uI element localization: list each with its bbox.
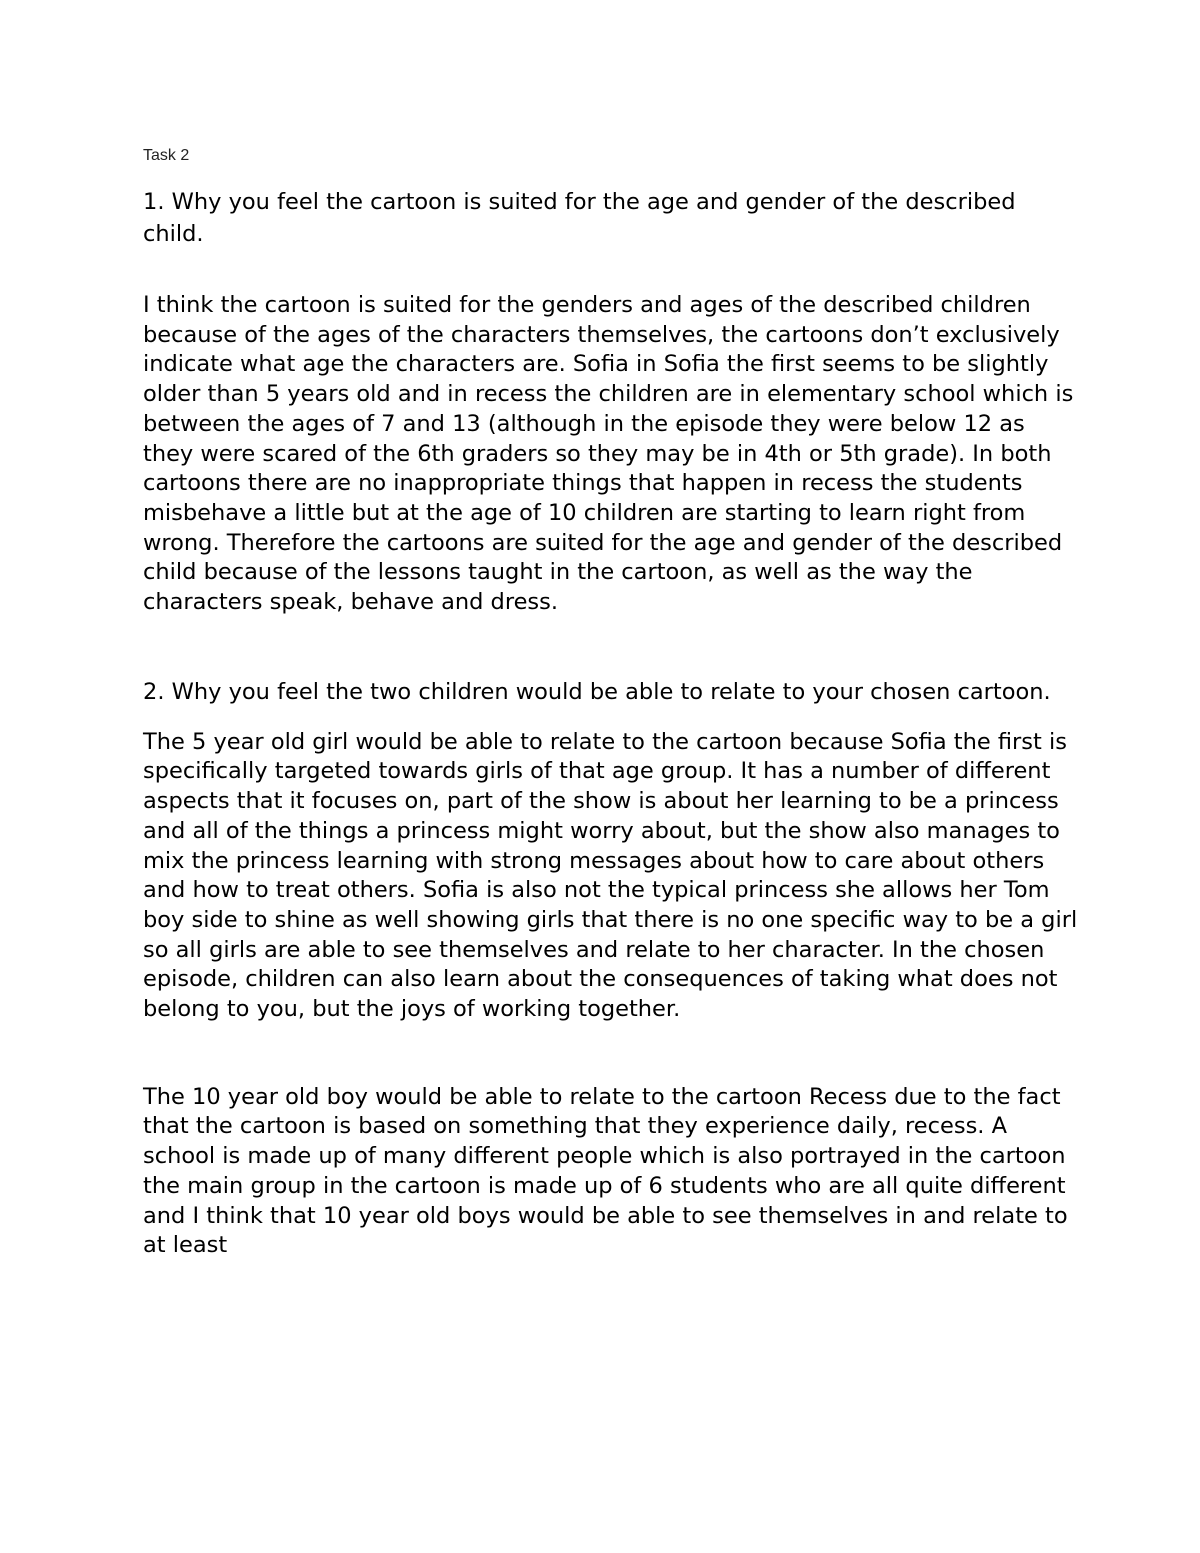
- document-body: [143, 146, 1078, 1261]
- question-2: 2. Why you feel the two children would be able to relate to your chosen cartoon.: [143, 678, 1051, 705]
- task-heading: Task 2: [143, 147, 190, 164]
- question-1: 1. Why you feel the cartoon is suited for the age and gender of the described child.: [143, 189, 1016, 247]
- answer-2-paragraph: The 5 year old girl would be able to relate to the cartoon because Sofia the first is specifically targeted towards girls of that age group. It has a number of different aspects that it focuses on, part of the show is about her learning to be a princess and all of the things a princess might worry about, but the show also manages to mix the princess learning with strong messages about how to care about others and how to treat others. Sofia is also not the typical princess she allows her Tom boy side to shine as well showing girls that there is no one specific way to be a girl so all girls are able to see themselves and relate to her character. In the chosen episode, children can also learn about the consequences of taking what does not belong to you, but the joys of working together.: [143, 728, 1078, 1023]
- answer-3-paragraph: The 10 year old boy would be able to relate to the cartoon Recess due to the fact that the cartoon is based on something that they experience daily, recess. A school is made up of many different people which is also portrayed in the cartoon the main group in the cartoon is made up of 6 students who are all quite different and I think that 10 year old boys would be able to see themselves in and relate to at least: [143, 1083, 1068, 1259]
- answer-1-paragraph: I think the cartoon is suited for the genders and ages of the described children because of the ages of the characters themselves, the cartoons don’t exclusively indicate what age the characters are. Sofia in Sofia the first seems to be slightly older than 5 years old and in recess the children are in elementary school which is between the ages of 7 and 13 (although in the episode they were below 12 as they were scared of the 6th graders so they may be in 4th or 5th grade). In both cartoons there are no inappropriate things that happen in recess the students misbehave a little but at the age of 10 children are starting to learn right from wrong. Therefore the cartoons are suited for the age and gender of the described child because of the lessons taught in the cartoon, as well as the way the characters speak, behave and dress.: [143, 292, 1074, 616]
